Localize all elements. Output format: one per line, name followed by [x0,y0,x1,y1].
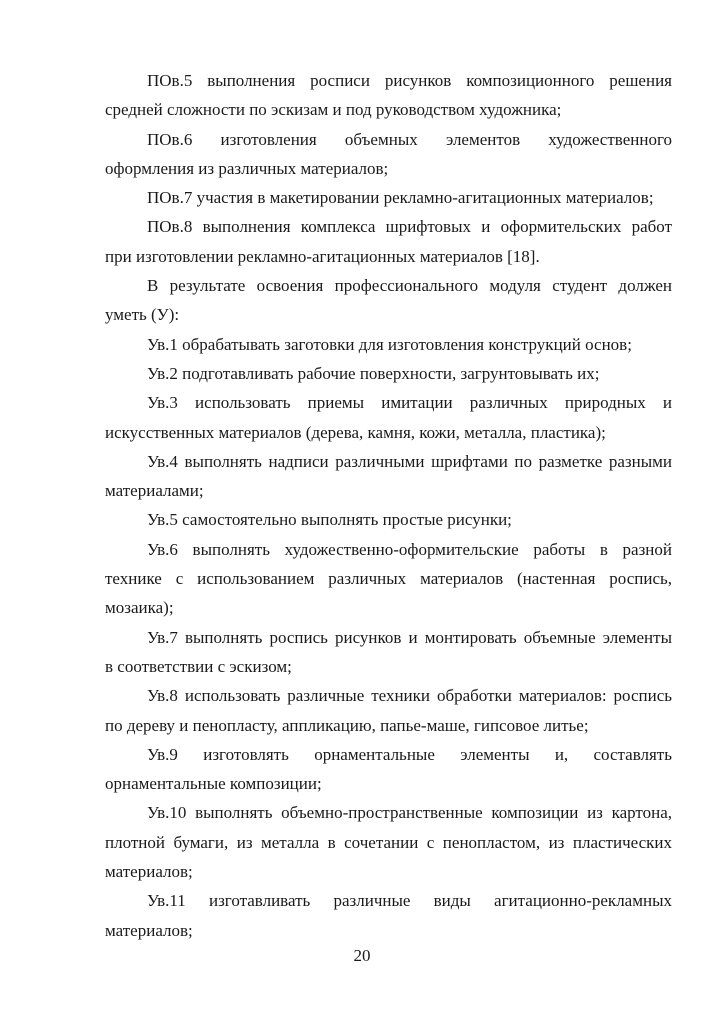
paragraph [105,535,672,623]
paragraph [105,740,672,799]
text-line: материалов; [105,862,193,882]
text-line: Ув.5 самостоятельно выполнять простые рисунки; [147,510,512,530]
paragraph [105,359,672,388]
text-line: плотной бумаги, из металла в сочетании с пенопластом, из пластических [105,832,672,852]
text-line: Ув.3 использовать приемы имитации различных природных и [147,393,672,413]
text-line: при изготовлении рекламно-агитационных материалов [18]. [105,246,540,266]
text-line: мозаика); [105,598,174,618]
paragraph [105,212,672,271]
paragraph [105,183,672,212]
text-line: Ув.10 выполнять объемно-пространственные композиции из картона, [147,803,672,823]
text-line: Ув.1 обрабатывать заготовки для изготовления конструкций основ; [147,334,632,354]
text-line: Ув.9 изготовлять орнаментальные элементы и, составлять [147,744,672,764]
paragraph [105,623,672,682]
paragraph [105,886,672,945]
paragraph [105,271,672,330]
paragraph [105,66,672,125]
text-line: ПОв.7 участия в макетировании рекламно-агитационных материалов; [147,188,654,208]
text-line: в соответствии с эскизом; [105,656,292,676]
text-line: оформления из различных материалов; [105,158,389,178]
text-line: орнаментальные композиции; [105,774,322,794]
page-number: 20 [353,946,371,965]
paragraph [105,798,672,886]
paragraph [105,330,672,359]
text-line: искусственных материалов (дерева, камня, кожи, металла, пластика); [105,422,606,442]
paragraph [105,125,672,184]
text-line: ПОв.5 выполнения росписи рисунков композиционного решения [147,71,672,90]
paragraph [105,681,672,740]
text-line: Ув.2 подготавливать рабочие поверхности, загрунтовывать их; [147,363,600,383]
text-line: ПОв.8 выполнения комплекса шрифтовых и оформительских работ [147,217,672,237]
text-line: материалами; [105,481,204,501]
paragraph [105,447,672,506]
text-line: технике с использованием различных материалов (настенная роспись, [105,569,672,589]
text-line: уметь (У): [105,305,180,325]
text-line: Ув.11 изготавливать различные виды агитационно-рекламных [147,891,672,911]
text-line: Ув.8 использовать различные техники обработки материалов: роспись [147,686,672,706]
text-line: Ув.6 выполнять художественно-оформительские работы в разной [147,539,672,559]
paragraph [105,505,672,534]
text-line: Ув.4 выполнять надписи различными шрифтами по разметке разными [147,451,672,471]
paragraph [105,388,672,447]
text-line: Ув.7 выполнять роспись рисунков и монтировать объемные элементы [147,627,672,647]
text-line: по дереву и пенопласту, аппликацию, папье-маше, гипсовое литье; [105,715,589,735]
body-text [105,66,672,945]
text-line: средней сложности по эскизам и под руководством художника; [105,100,562,120]
text-line: материалов; [105,920,193,940]
text-line: В результате освоения профессионального модуля студент должен [147,276,672,296]
text-line: ПОв.6 изготовления объемных элементов художественного [147,129,672,149]
